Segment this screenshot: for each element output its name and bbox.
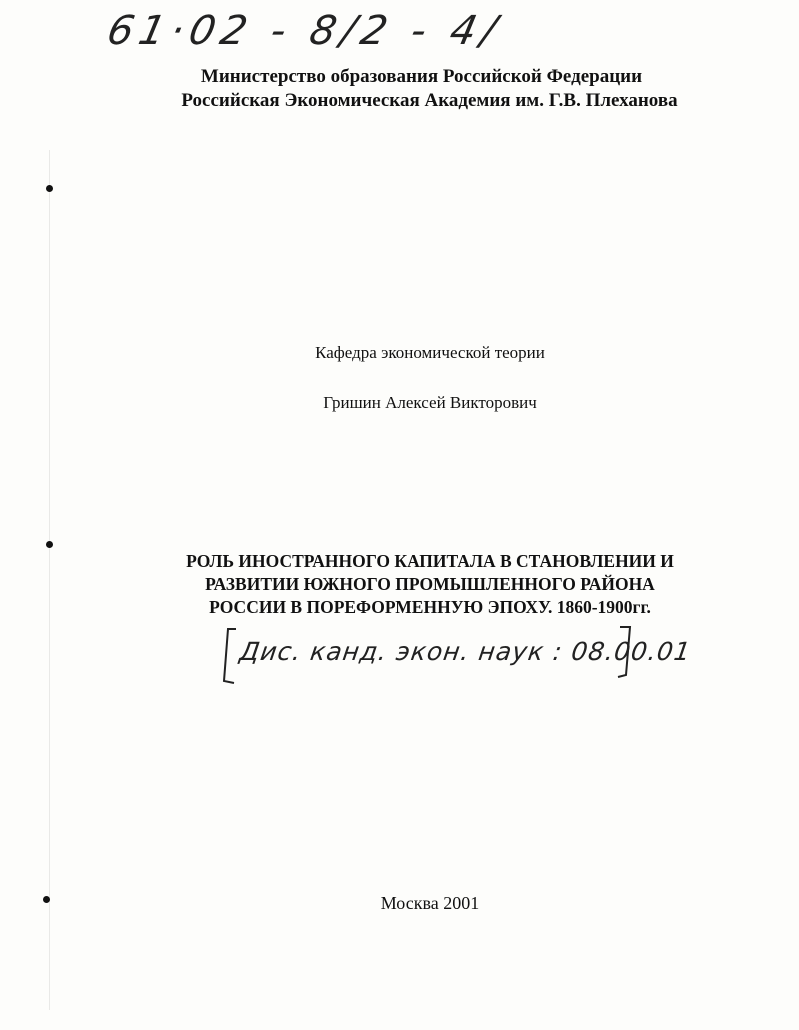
author-name: Гришин Алексей Викторович <box>323 393 537 412</box>
academy-heading: Российская Экономическая Академия им. Г.В. Плеханова <box>181 90 678 111</box>
department-name: Кафедра экономической теории <box>315 343 545 362</box>
thesis-title-line-3: РОССИИ В ПОРЕФОРМЕННУЮ ЭПОХУ. 1860-1900гг. <box>209 597 651 617</box>
archive-code-handwritten: 61·02 - 8/2 - 4/ <box>103 8 507 54</box>
punch-hole-top <box>46 185 53 192</box>
city-year: Москва 2001 <box>380 893 480 913</box>
degree-note-stamp <box>222 625 693 685</box>
degree-note-text: Дис. канд. экон. наук : 08.00.01 <box>237 637 693 666</box>
thesis-title-line-2: РАЗВИТИИ ЮЖНОГО ПРОМЫШЛЕННОГО РАЙОНА <box>205 574 655 594</box>
thesis-title-line-1: РОЛЬ ИНОСТРАННОГО КАПИТАЛА В СТАНОВЛЕНИИ И <box>186 551 674 571</box>
punch-hole-middle <box>46 541 53 548</box>
ministry-heading: Министерство образования Российской Федерации <box>200 66 643 87</box>
